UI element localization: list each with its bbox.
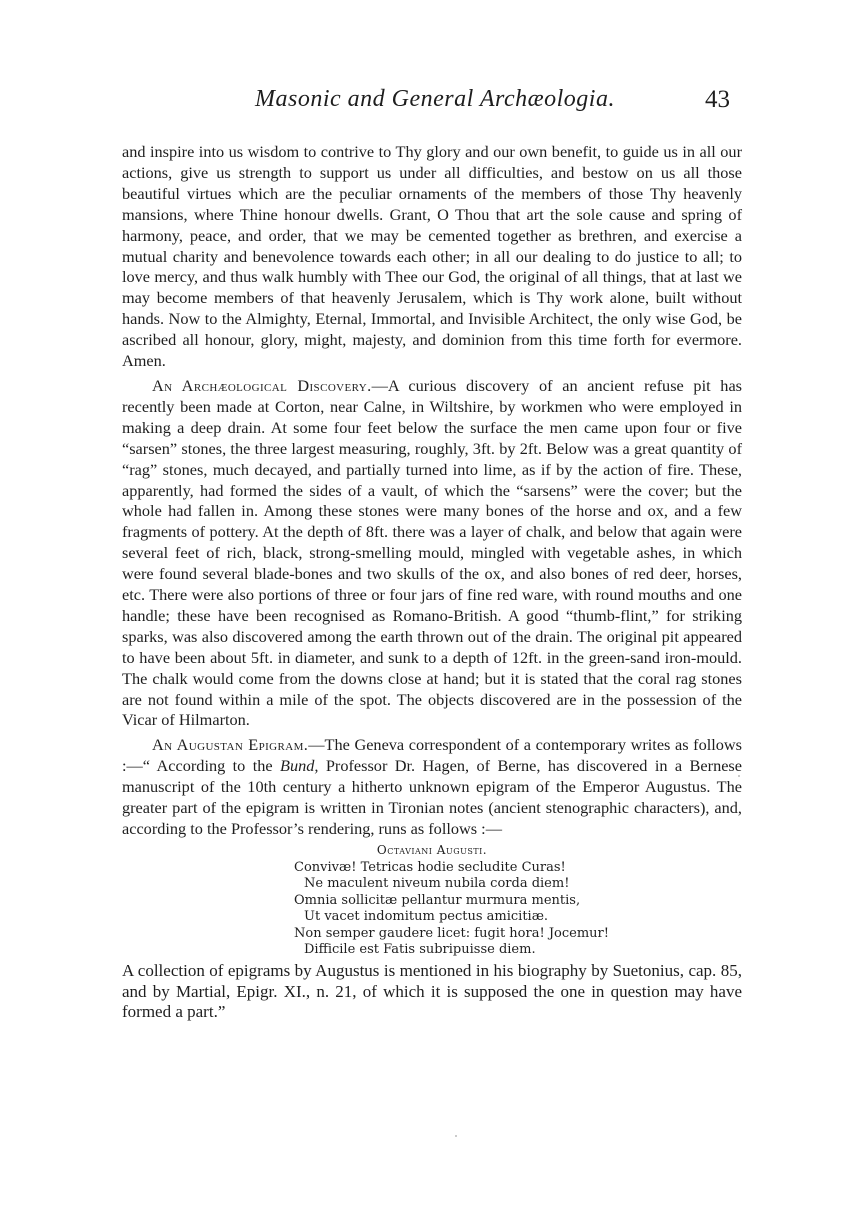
epigram-body-before: —The Geneva correspondent of a contemporary writes as follows :—“ According to the [122, 735, 742, 776]
poem-title: Octaviani Augusti. [376, 842, 488, 857]
discovery-heading: An Archæological Discovery. [152, 375, 372, 395]
closing-paragraph: A collection of epigrams by Augustus is mentioned in his biography by Suetonius, cap. 85, and by Martial, Epigr. XI., n. 21, of which it is supposed the one in question may have formed a part.” [122, 961, 742, 1022]
poem-line: Ne maculent niveum nubila corda diem! [304, 876, 570, 892]
running-head: Masonic and General Archæologia. [255, 86, 615, 112]
prayer-paragraph: and inspire into us wisdom to contrive to Thy glory and our own benefit, to guide us in all our actions, give us strength to support us under all difficulties, and bestow on us all those beautiful virtues which are the peculiar ornaments of the members of those Thy heavenly mansions, where Thine honour dwells. Grant, O Thou that art the sole cause and spring of harmony, peace, and order, that we may be cemented together as brethren, and exercise a mutual charity and benevolence towards each other; in all our dealing to do justice to all; to love mercy, and thus walk humbly with Thee our God, the original of all things, that at last we may become members of that heavenly Jerusalem, which is Thy work alone, built without hands. Now to the Almighty, Eternal, Immortal, and Invisible Architect, the only wise God, be ascribed all honour, glory, might, majesty, and dominion from this time forth for evermore. Amen. [122, 142, 742, 371]
poem-line: Difficile est Fatis subripuisse diem. [304, 942, 536, 958]
discovery-body: —A curious discovery of an ancient refuse pit has recently been made at Corton, near Calne, in Wiltshire, by workmen who were employed in making a deep drain. At some four feet below the surface the men came upon four or five “sarsen” stones, the three largest measuring, roughly, 3ft. by 2ft. Below was a great quantity of “rag” stones, much decayed, and partially turned into lime, as if by the action of fire. These, apparently, had formed the sides of a vault, of which the “sarsens” were the cover; but the whole had fallen in. Among these stones were many bones of the horse and ox, and a few fragments of pottery. At the depth of 8ft. there was a layer of chalk, and below that again were several feet of rich, black, strong-smelling mould, mingled with vegetable ashes, in which were found several blade-bones and two skulls of the ox, and also bones of red deer, horses, etc. There were also portions of three or four jars of fine red ware, with round mouths and one handle; these have been recognised as Romano-British. A good “thumb-flint,” for striking sparks, was also discovered among the earth thrown out of the drain. The original pit appeared to have been about 5ft. in diameter, and sunk to a depth of 12ft. in the green-sand iron-mould. The chalk would come from the downs close at hand; but it is stated that the coral rag stones are not found within a mile of the spot. The objects discovered are in the possession of the Vicar of Hilmarton. [122, 375, 743, 730]
poem-line: Ut vacet indomitum pectus amicitiæ. [304, 909, 549, 925]
latin-poem [122, 842, 742, 959]
poem-line: Convivæ! Tetricas hodie secludite Curas! [294, 859, 566, 875]
print-speck [455, 1135, 457, 1137]
discovery-paragraph [122, 376, 742, 731]
epigram-paragraph [122, 735, 742, 840]
poem-line: Omnia sollicitæ pellantur murmura mentis, [294, 892, 581, 908]
epigram-body-after: Professor Dr. Hagen, of Berne, has discovered in a Bernese manuscript of the 10th century a hitherto unknown epigram of the Emperor Augustus. The greater part of the epigram is written in Tironian notes (ancient stenographic characters), and, according to the Professor’s rendering, runs as follows :— [122, 756, 742, 838]
poem-line: Non semper gaudere licet: fugit hora! Jocemur! [294, 925, 609, 941]
page-number: 43 [705, 86, 730, 113]
epigram-heading: An Augustan Epigram. [152, 735, 309, 755]
body-text [122, 142, 742, 1023]
print-speck [738, 775, 740, 777]
epigram-body-italic: Bund, [280, 756, 319, 776]
